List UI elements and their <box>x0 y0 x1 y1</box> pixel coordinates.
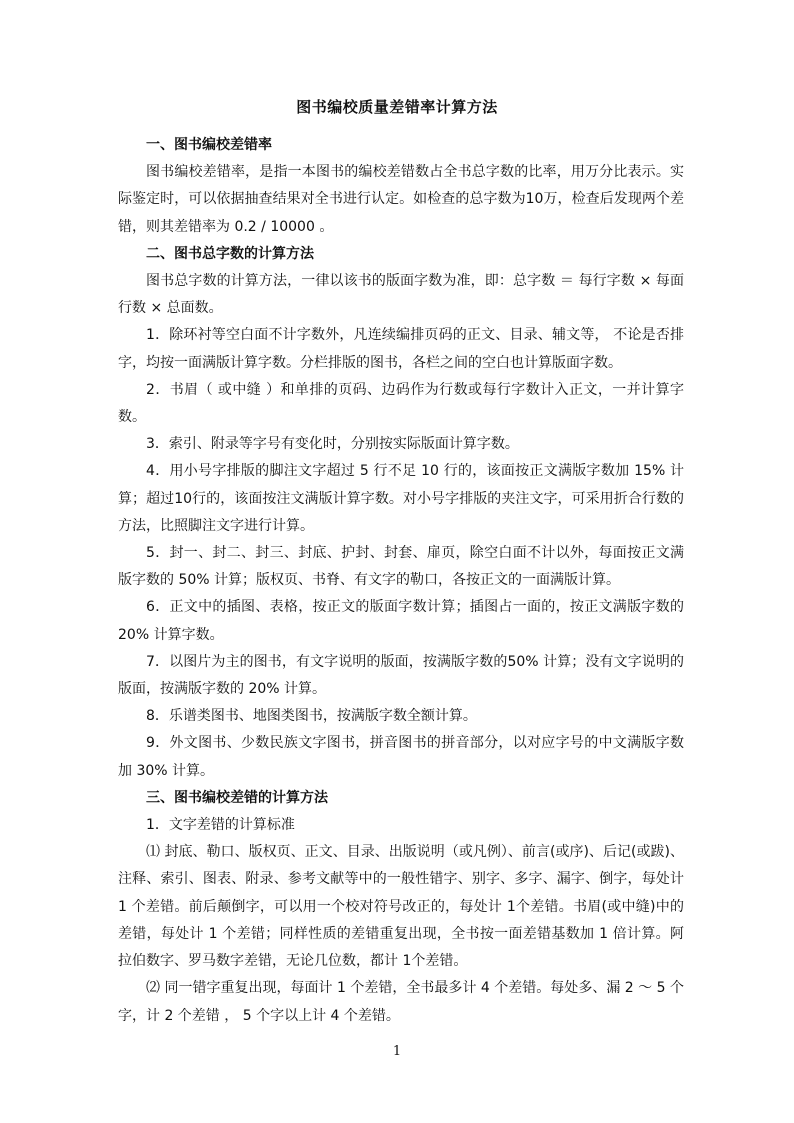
paragraph: 图书编校差错率，是指一本图书的编校差错数占全书总字数的比率，用万分比表示。实际鉴定时，可以依据抽查结果对全书进行认定。如检查的总字数为10万，检查后发现两个差错，则其差错率为 0.2 / 10000 。 <box>118 164 684 235</box>
paragraph: 3．索引、附录等字号有变化时，分别按实际版面计算字数。 <box>146 436 519 453</box>
paragraph: 4．用小号字排版的脚注文字超过 5 行不足 10 行的，该面按正文满版字数加 15% 计算；超过10行的，该面按注文满版计算字数。对小号字排版的夹注文字，可采用折合行数的方法，比照脚注文字进行计算。 <box>118 463 684 534</box>
paragraph: ⑴ 封底、勒口、版权页、正文、目录、出版说明（或凡例）、前言(或序)、后记(或跋)、注释、索引、图表、附录、参考文献等中的一般性错字、别字、多字、漏字、倒字，每处计 1 个差错。前后颠倒字，可以用一个校对符号改正的，每处计 1个差错。书眉(或中缝)中的差错，每处计 1 个差错；同样性质的差错重复出现，全书按一面差错基数加 1 倍计算。阿拉伯数字、罗马数字差错，无论几位数，都计 1个差错。 <box>118 844 684 970</box>
paragraph: 7．以图片为主的图书，有文字说明的版面，按满版字数的50% 计算；没有文字说明的版面，按满版字数的 20% 计算。 <box>118 653 684 698</box>
paragraph: 1．除环衬等空白面不计字数外，凡连续编排页码的正文、目录、辅文等， 不论是否排字，均按一面满版计算字数。分栏排版的图书，各栏之间的空白也计算版面字数。 <box>118 327 684 371</box>
section-heading: 一、图书编校差错率 <box>146 137 272 153</box>
page-number: 1 <box>392 1044 402 1059</box>
document-title: 图书编校质量差错率计算方法 <box>296 98 498 116</box>
paragraph: 9．外文图书、少数民族文字图书，拼音图书的拼音部分，以对应字号的中文满版字数加 30% 计算。 <box>118 735 684 779</box>
paragraph: 图书总字数的计算方法，一律以该书的版面字数为准，即：总字数 ＝ 每行字数 × 每面行数 × 总面数。 <box>118 273 684 317</box>
section-heading: 二、图书总字数的计算方法 <box>146 245 314 262</box>
document-body <box>118 132 684 1030</box>
paragraph: 1．文字差错的计算标准 <box>146 817 295 834</box>
section-heading: 三、图书编校差错的计算方法 <box>146 789 328 806</box>
paragraph: 2．书眉（ 或中缝 ）和单排的页码、边码作为行数或每行字数计入正文，一并计算字数。 <box>118 381 684 426</box>
paragraph: 8．乐谱类图书、地图类图书，按满版字数全额计算。 <box>146 708 477 725</box>
paragraph: 6．正文中的插图、表格，按正文的版面字数计算；插图占一面的，按正文满版字数的20% 计算字数。 <box>118 599 684 643</box>
paragraph: ⑵ 同一错字重复出现，每面计 1 个差错，全书最多计 4 个差错。每处多、漏 2 ～ 5 个字，计 2 个差错 ， 5 个字以上计 4 个差错。 <box>118 980 684 1024</box>
paragraph: 5．封一、封二、封三、封底、护封、封套、扉页，除空白面不计以外，每面按正文满版字数的 50% 计算；版权页、书脊、有文字的勒口，各按正文的一面满版计算。 <box>118 545 684 589</box>
